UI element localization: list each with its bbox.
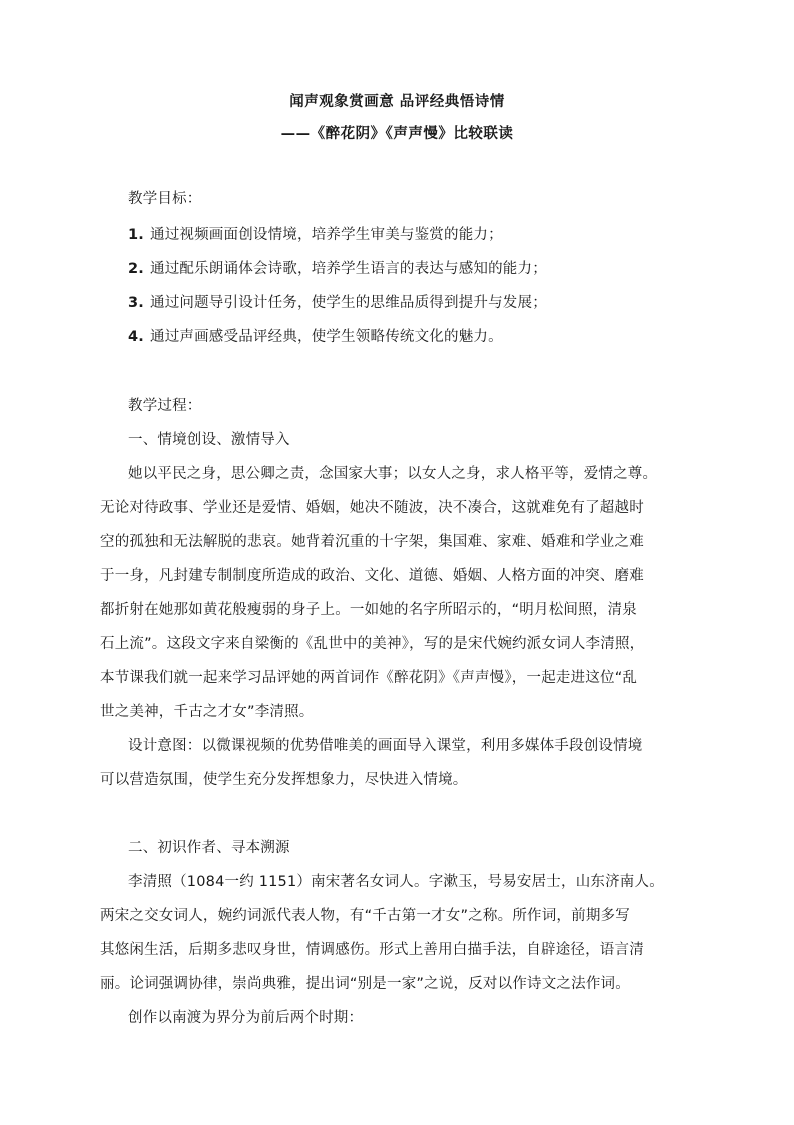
objective-number: 2. [128,261,144,277]
paragraph-line: 空的孤独和无法解脱的悲哀。她背着沉重的十字架，集国难、家难、婚难和学业之难 [100,534,644,550]
section-heading: 一、情境创设、激情导入 [128,432,290,448]
objective-item [128,257,547,278]
section-heading: 二、初识作者、寻本溯源 [128,840,290,856]
objective-number: 1. [128,227,144,243]
design-intent-line: 设计意图：以微课视频的优势借唯美的画面导入课堂，利用多媒体手段创设情境 [128,738,643,754]
paragraph-line: 世之美神，千古之才女”李清照。 [100,704,314,720]
paragraph-line: 丽。论词强调协律，崇尚典雅，提出词“别是一家”之说，反对以作诗文之法作词。 [100,976,630,992]
objective-text: 通过问题导引设计任务，使学生的思维品质得到提升与发展； [150,295,547,311]
document-title: 闻声观象赏画意 品评经典悟诗情 [289,94,505,110]
paragraph-line: 其悠闲生活，后期多悲叹身世，情调感伤。形式上善用白描手法，自辟途径，语言清 [100,942,644,958]
design-intent-line: 可以营造氛围，使学生充分发挥想象力，尽快进入情境。 [100,772,468,788]
objective-text: 通过声画感受品评经典，使学生领略传统文化的魅力。 [150,329,503,345]
paragraph-line: 石上流”。这段文字来自梁衡的《乱世中的美神》，写的是宋代婉约派女词人李清照， [100,636,645,652]
paragraph-line: 李清照（1084一约 1151）南宋著名女词人。字漱玉，号易安居士，山东济南人。 [128,874,664,890]
paragraph-line: 创作以南渡为界分为前后两个时期： [128,1010,364,1026]
paragraph-line: 都折射在她那如黄花般瘦弱的身子上。一如她的名字所昭示的，“明月松间照，清泉 [100,602,637,618]
process-heading: 教学过程： [128,398,202,414]
objective-item [128,291,547,312]
objective-number: 3. [128,295,144,311]
paragraph-line: 于一身，凡封建专制制度所造成的政治、文化、道德、婚姻、人格方面的冲突、磨难 [100,568,644,584]
objectives-heading: 教学目标： [128,191,202,207]
objective-item [128,325,503,346]
document-subtitle: ——《醉花阴》《声声慢》比较联读 [280,126,514,142]
objective-text: 通过配乐朗诵体会诗歌，培养学生语言的表达与感知的能力； [150,261,547,277]
paragraph-line: 本节课我们就一起来学习品评她的两首词作《醉花阴》《声声慢》，一起走进这位“乱 [100,670,638,686]
paragraph-line: 她以平民之身，思公卿之责，念国家大事；以女人之身，求人格平等，爱情之尊。 [128,466,658,482]
objective-number: 4. [128,329,144,345]
paragraph-line: 两宋之交女词人，婉约词派代表人物，有“千古第一才女”之称。所作词，前期多写 [100,908,630,924]
paragraph-line: 无论对待政事、学业还是爱情、婚姻，她决不随波，决不凑合，这就难免有了超越时 [100,500,644,516]
objective-text: 通过视频画面创设情境，培养学生审美与鉴赏的能力； [150,227,503,243]
objective-item [128,223,503,244]
